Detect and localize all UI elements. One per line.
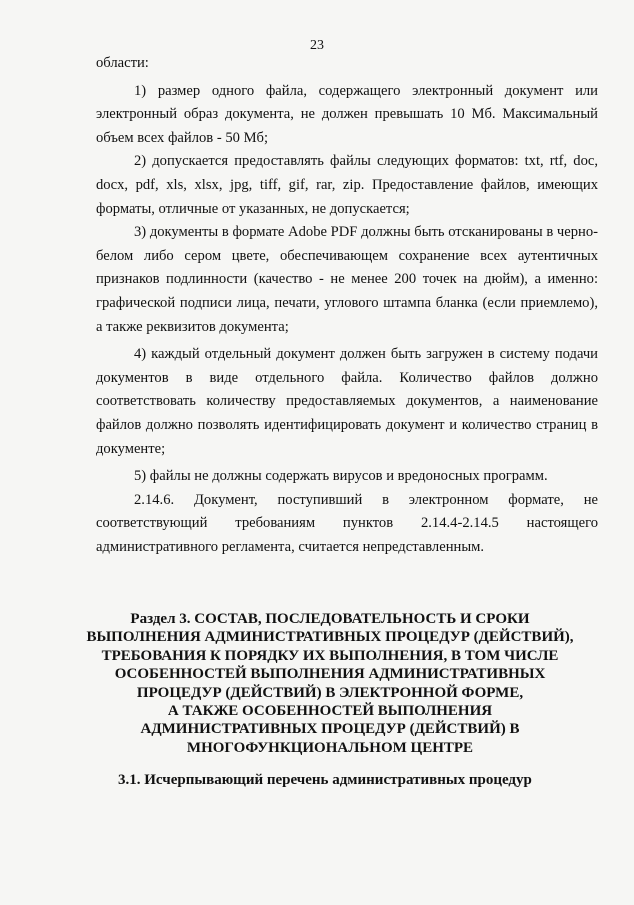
paragraph-continuation: области:: [96, 55, 149, 71]
list-item-pdf-scan: 3) документы в формате Adobe PDF должны быть отсканированы в черно-белом либо сером цвете, обеспечивающем сохранение всех аутентичных признаков подлинности (качество - не менее 200 точек на дюйм), а именно: графической подписи лица, печати, углового штампа бланка (если приемлемо), а также реквизитов документа;: [96, 224, 598, 335]
list-item-file-size: 1) размер одного файла, содержащего электронный документ или электронный образ документа, не должен превышать 10 Мб. Максимальный объем всех файлов - 50 Мб;: [96, 82, 598, 146]
clause-2-14-6: 2.14.6. Документ, поступивший в электронном формате, не соответствующий требованиям пунктов 2.14.4-2.14.5 настоящего административного регламента, считается непредставленным.: [96, 491, 598, 555]
section-heading-line: АДМИНИСТРАТИВНЫХ ПРОЦЕДУР (ДЕЙСТВИЙ) В: [140, 721, 520, 738]
section-heading-line: ТРЕБОВАНИЯ К ПОРЯДКУ ИХ ВЫПОЛНЕНИЯ, В ТОМ ЧИСЛЕ: [101, 647, 559, 664]
list-item-separate-files: 4) каждый отдельный документ должен быть загружен в систему подачи документов в виде отдельного файла. Количество файлов должно соответствовать количеству предоставляемых документов, а наименование файлов должно позволять идентифицировать документ и количество страниц в документе;: [96, 346, 598, 457]
section-heading: [80, 610, 580, 757]
section-heading-line: ВЫПОЛНЕНИЯ АДМИНИСТРАТИВНЫХ ПРОЦЕДУР (ДЕЙСТВИЙ),: [86, 629, 574, 646]
section-heading-line: Раздел 3. СОСТАВ, ПОСЛЕДОВАТЕЛЬНОСТЬ И СРОКИ: [130, 611, 530, 627]
list-item-no-viruses: 5) файлы не должны содержать вирусов и вредоносных программ.: [134, 468, 548, 485]
section-heading-line: МНОГОФУНКЦИОНАЛЬНОМ ЦЕНТРЕ: [186, 739, 474, 756]
section-heading-line: ПРОЦЕДУР (ДЕЙСТВИЙ) В ЭЛЕКТРОННОЙ ФОРМЕ,: [136, 684, 524, 701]
section-heading-line: А ТАКЖЕ ОСОБЕННОСТЕЙ ВЫПОЛНЕНИЯ: [167, 703, 493, 720]
list-item-file-formats: 2) допускается предоставлять файлы следующих форматов: txt, rtf, doc, docx, pdf, xls, xlsx, jpg, tiff, gif, rar, zip. Предоставление файлов, имеющих форматы, отличные от указанных, не допускается;: [96, 153, 598, 217]
section-heading-line: ОСОБЕННОСТЕЙ ВЫПОЛНЕНИЯ АДМИНИСТРАТИВНЫХ: [114, 666, 546, 683]
page-number: 23: [310, 38, 324, 53]
body-text: [96, 52, 598, 559]
subsection-heading: 3.1. Исчерпывающий перечень административных процедур: [118, 772, 532, 788]
